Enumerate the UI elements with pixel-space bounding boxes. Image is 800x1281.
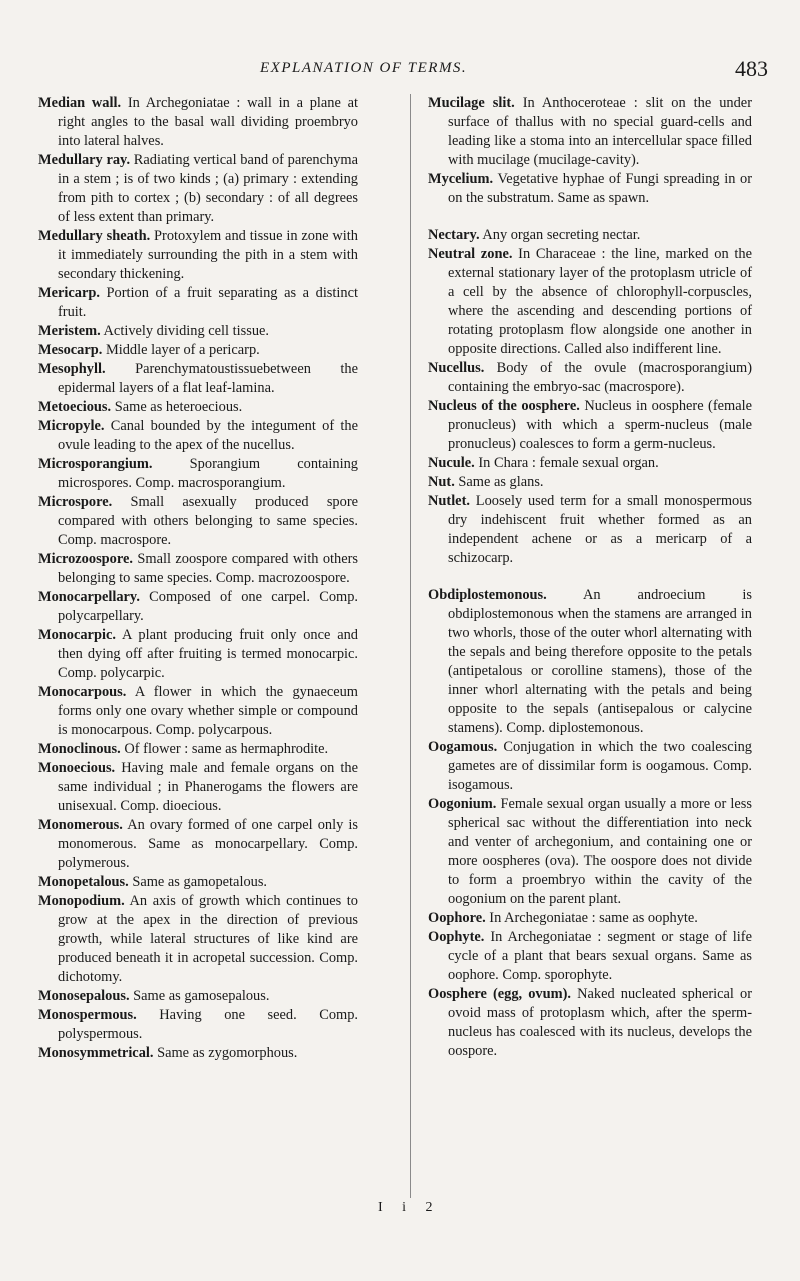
glossary-definition: Same as gamosepalous. <box>129 988 270 1004</box>
glossary-term: Mericarp. <box>38 285 100 301</box>
glossary-definition: Same as heteroecious. <box>111 399 243 415</box>
glossary-definition: Naked nucleated spherical or ovoid mass of protoplasm which, after the sperm-nucleus has coalesced with its nucleus, develops the oospore. <box>448 986 752 1059</box>
glossary-entry <box>428 454 752 473</box>
left-column <box>38 94 358 1063</box>
column-divider <box>410 94 411 1198</box>
glossary-definition: Of flower : same as hermaphrodite. <box>120 741 329 757</box>
glossary-term: Microspore. <box>38 494 113 510</box>
glossary-term: Monosymmetrical. <box>38 1045 154 1061</box>
glossary-entry <box>428 397 752 454</box>
glossary-definition: Middle layer of a pericarp. <box>102 342 260 358</box>
glossary-term: Mesophyll. <box>38 361 106 377</box>
glossary-entry <box>428 909 752 928</box>
glossary-entry <box>428 226 752 245</box>
glossary-entry <box>428 928 752 985</box>
glossary-term: Nut. <box>428 474 455 490</box>
glossary-entry <box>428 245 752 359</box>
glossary-entry <box>38 1006 358 1044</box>
glossary-term: Monocarpic. <box>38 627 116 643</box>
glossary-definition: Body of the ovule (macrosporangium) containing the embryo-sac (macrospore). <box>448 360 752 395</box>
glossary-definition: Radiating vertical band of parenchyma in a stem ; is of two kinds ; (a) primary : extending from pith to cortex ; (b) secondary : of all degrees of less extent than primary. <box>58 152 358 225</box>
glossary-term: Microsporangium. <box>38 456 153 472</box>
glossary-definition: Portion of a fruit separating as a distinct fruit. <box>58 285 358 320</box>
glossary-term: Monomerous. <box>38 817 123 833</box>
glossary-entry <box>38 455 358 493</box>
glossary-entry <box>38 683 358 740</box>
glossary-definition: An androecium is obdiplostemonous when the stamens are arranged in two whorls, those of the outer whorl alternating with the sepals and being therefore opposite to the petals (antipetalous or corolline stamens), those of the inner whorl alternating with the petals and being opposite to the sepals (antisepalous or calycine stamens). Comp. diplostemonous. <box>448 587 752 736</box>
section-gap <box>428 208 752 226</box>
glossary-definition: Same as glans. <box>454 474 544 490</box>
glossary-term: Nutlet. <box>428 493 470 509</box>
glossary-term: Monocarpellary. <box>38 589 140 605</box>
glossary-definition: Loosely used term for a small monospermous dry indehiscent fruit whether formed as an independent achene or as a mericarp of a schizocarp. <box>448 493 752 566</box>
glossary-definition: In Chara : female sexual organ. <box>474 455 659 471</box>
glossary-term: Medullary sheath. <box>38 228 151 244</box>
glossary-definition: Protoxylem and tissue in zone with it immediately surrounding the pith in a stem with secondary thickening. <box>58 228 358 282</box>
glossary-definition: Same as gamopetalous. <box>128 874 268 890</box>
glossary-definition: Any organ secreting nectar. <box>479 227 641 243</box>
glossary-term: Monoecious. <box>38 760 116 776</box>
section-gap <box>428 568 752 586</box>
glossary-entry <box>38 588 358 626</box>
glossary-definition: A plant producing fruit only once and then dying off after fruiting is termed monocarpic. Comp. polycarpic. <box>58 627 358 681</box>
glossary-definition: Having one seed. Comp. polyspermous. <box>58 1007 358 1042</box>
glossary-definition: In Archegoniatae : segment or stage of life cycle of a plant that bears sexual organs. Same as oophore. Comp. sporophyte. <box>448 929 752 983</box>
glossary-term: Microzoospore. <box>38 551 133 567</box>
glossary-entry <box>38 493 358 550</box>
glossary-term: Oosphere (egg, ovum). <box>428 986 572 1002</box>
glossary-entry <box>38 550 358 588</box>
glossary-definition: Small asexually produced spore compared with others belonging to same species. Comp. macrospore. <box>58 494 358 548</box>
glossary-entry <box>38 759 358 816</box>
glossary-entry <box>38 360 358 398</box>
glossary-entry <box>38 626 358 683</box>
glossary-term: Nucule. <box>428 455 475 471</box>
glossary-definition: Actively dividing cell tissue. <box>100 323 270 339</box>
right-column <box>428 94 752 1061</box>
glossary-definition: Sporangium containing microspores. Comp. macrosporangium. <box>58 456 358 491</box>
glossary-definition: In Characeae : the line, marked on the external stationary layer of the protoplasm utricle of a cell by the absence of chlorophyll-corpuscles, where the ascending and descending portions of rotating protoplasm flow alongside one another in opposite directions. Called also indifferent line. <box>448 246 752 357</box>
glossary-term: Micropyle. <box>38 418 105 434</box>
glossary-term: Oogamous. <box>428 739 498 755</box>
page-header <box>38 56 768 86</box>
glossary-definition: In Anthoceroteae : slit on the under surface of thallus with no special guard-cells and leading like a stoma into an intercellular space filled with mucilage (mucilage-cavity). <box>448 95 752 168</box>
glossary-term: Oogonium. <box>428 796 497 812</box>
glossary-term: Mesocarp. <box>38 342 103 358</box>
glossary-definition: Conjugation in which the two coalescing gametes are of dissimilar form is oogamous. Comp. isogamous. <box>448 739 752 793</box>
glossary-definition: In Archegoniatae : same as oophyte. <box>485 910 698 926</box>
glossary-entry <box>428 738 752 795</box>
glossary-entry <box>428 94 752 170</box>
glossary-definition: Small zoospore compared with others belonging to same species. Comp. macrozoospore. <box>58 551 358 586</box>
glossary-entry <box>428 795 752 909</box>
glossary-definition: An ovary formed of one carpel only is monomerous. Same as monocarpellary. Comp. polymerous. <box>58 817 358 871</box>
glossary-entry <box>428 473 752 492</box>
glossary-entry <box>38 1044 358 1063</box>
glossary-entry <box>38 740 358 759</box>
glossary-entry <box>38 417 358 455</box>
glossary-term: Monoclinous. <box>38 741 121 757</box>
glossary-definition: Composed of one carpel. Comp. polycarpellary. <box>58 589 358 624</box>
glossary-term: Mycelium. <box>428 171 494 187</box>
glossary-term: Monospermous. <box>38 1007 137 1023</box>
glossary-term: Nucleus of the oosphere. <box>428 398 580 414</box>
glossary-entry <box>38 398 358 417</box>
glossary-term: Monopetalous. <box>38 874 129 890</box>
glossary-definition: Parenchymatoustissuebetween the epidermal layers of a flat leaf-lamina. <box>58 361 358 396</box>
glossary-term: Median wall. <box>38 95 122 111</box>
glossary-term: Metoecious. <box>38 399 112 415</box>
glossary-term: Mucilage slit. <box>428 95 515 111</box>
glossary-term: Meristem. <box>38 323 101 339</box>
glossary-term: Monosepalous. <box>38 988 130 1004</box>
glossary-entry <box>38 892 358 987</box>
glossary-term: Nucellus. <box>428 360 485 376</box>
glossary-entry <box>38 227 358 284</box>
glossary-term: Monocarpous. <box>38 684 127 700</box>
glossary-definition: Female sexual organ usually a more or less spherical sac without the differentiation into neck and venter of archegonium, and containing one or more oospheres (ova). The oospore does not divide to form a proembryo within the cavity of the oogonium on the parent plant. <box>448 796 752 907</box>
glossary-definition: An axis of growth which continues to grow at the apex in the direction of previous growth, while lateral structures of like kind are produced beneath it in acropetal succession. Comp. dichotomy. <box>58 893 358 985</box>
glossary-entry <box>428 170 752 208</box>
glossary-term: Oophore. <box>428 910 486 926</box>
glossary-entry <box>38 873 358 892</box>
glossary-term: Nectary. <box>428 227 480 243</box>
glossary-definition: Same as zygomorphous. <box>153 1045 298 1061</box>
glossary-entry <box>428 492 752 568</box>
glossary-definition: A flower in which the gynaeceum forms only one ovary whether simple or compound is monocarpous. Comp. polycarpous. <box>58 684 358 738</box>
glossary-entry <box>428 359 752 397</box>
glossary-term: Medullary ray. <box>38 152 131 168</box>
glossary-definition: Canal bounded by the integument of the ovule leading to the apex of the nucellus. <box>58 418 358 453</box>
running-head: EXPLANATION OF TERMS. <box>260 60 468 76</box>
page-number: 483 <box>735 56 768 81</box>
glossary-definition: In Archegoniatae : wall in a plane at right angles to the basal wall dividing proembryo into lateral halves. <box>58 95 358 149</box>
glossary-term: Neutral zone. <box>428 246 513 262</box>
signature-mark: I i 2 <box>378 1200 441 1215</box>
glossary-definition: Vegetative hyphae of Fungi spreading in or on the substratum. Same as spawn. <box>448 171 752 206</box>
glossary-entry <box>38 341 358 360</box>
glossary-entry <box>428 985 752 1061</box>
glossary-entry <box>38 94 358 151</box>
glossary-entry <box>38 816 358 873</box>
glossary-entry <box>38 151 358 227</box>
glossary-definition: Having male and female organs on the same individual ; in Phanerogams the flowers are unisexual. Comp. dioecious. <box>58 760 358 814</box>
glossary-term: Monopodium. <box>38 893 125 909</box>
glossary-entry <box>38 987 358 1006</box>
glossary-entry <box>38 322 358 341</box>
glossary-term: Oophyte. <box>428 929 485 945</box>
glossary-entry <box>38 284 358 322</box>
glossary-entry <box>428 586 752 738</box>
glossary-term: Obdiplostemonous. <box>428 587 547 603</box>
glossary-definition: Nucleus in oosphere (female pronucleus) with which a sperm-nucleus (male pronucleus) coalesces to form a germ-nucleus. <box>448 398 752 452</box>
